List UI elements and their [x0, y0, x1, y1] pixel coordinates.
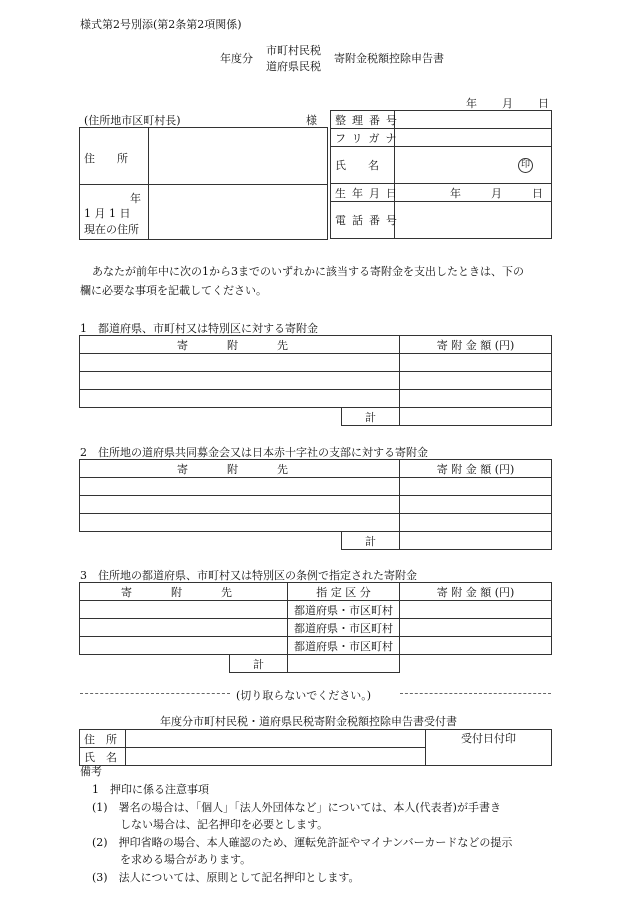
receipt-name-label: 氏 名: [80, 748, 126, 766]
date-month: 月: [502, 97, 513, 110]
section2-dest-cell[interactable]: [80, 496, 400, 514]
section2-total-cell[interactable]: [400, 532, 552, 550]
mayor-label: (住所地市区町村長): [84, 114, 181, 127]
date-day: 日: [538, 97, 549, 110]
section3-col-class: 指 定 区 分: [288, 583, 400, 601]
section2-dest-cell[interactable]: [80, 514, 400, 532]
section3-col-dest: 寄 附 先: [80, 583, 288, 601]
section2-amount-cell[interactable]: [400, 478, 552, 496]
birth-year-label: 年: [450, 186, 461, 200]
section3-class-cell[interactable]: 都道府県・市区町村: [288, 601, 400, 619]
section3-amount-cell[interactable]: [400, 619, 552, 637]
receipt-stamp-label: 受付日付印: [426, 730, 552, 766]
birth-label: 生年月日: [331, 184, 395, 202]
section2-col-amount: 寄 附 金 額 (円): [400, 460, 552, 478]
seal-icon: 印: [518, 158, 533, 173]
phone-label: 電話番号: [331, 202, 395, 239]
receipt-name-field[interactable]: [126, 748, 426, 766]
section1-title: 1 都道府県、市町村又は特別区に対する寄附金: [80, 322, 318, 335]
section3-amount-cell[interactable]: [400, 601, 552, 619]
birth-field[interactable]: [395, 184, 552, 202]
phone-field[interactable]: [395, 202, 552, 239]
section1-amount-cell[interactable]: [400, 354, 552, 372]
section2-amount-cell[interactable]: [400, 496, 552, 514]
section1-amount-cell[interactable]: [400, 390, 552, 408]
section2-col-dest: 寄 附 先: [80, 460, 400, 478]
notes-n1-line2: しない場合は、記名押印を必要とします。: [120, 818, 329, 831]
section3-dest-cell[interactable]: [80, 619, 288, 637]
cut-line-text: (切り取らないでください。): [236, 689, 372, 702]
birth-day-label: 日: [532, 186, 543, 200]
address-field[interactable]: [150, 129, 326, 183]
receipt-title: 年度分市町村民税・道府県民税寄附金税額控除申告書受付書: [160, 715, 457, 728]
section2-dest-cell[interactable]: [80, 478, 400, 496]
sama-label: 様: [306, 114, 317, 127]
form-reference: 様式第2号別添(第2条第2項関係): [80, 18, 242, 31]
jan1-year-label: 年: [130, 192, 141, 205]
jan1-address-field[interactable]: [150, 186, 326, 238]
section3-amount-cell[interactable]: [400, 637, 552, 655]
jan1-date-label: 1 月 1 日: [84, 207, 131, 220]
section3-total-cell[interactable]: [288, 655, 400, 673]
section3-total-label: 計: [230, 655, 288, 673]
section2-title: 2 住所地の道府県共同募金会又は日本赤十字社の支部に対する寄附金: [80, 446, 428, 459]
section1-total-label: 計: [342, 408, 400, 426]
notes-n3-line1: (3) 法人については、原則として記名押印とします。: [92, 871, 360, 884]
notes-heading: 備考: [80, 765, 102, 778]
section3-table: [79, 582, 552, 673]
section1-dest-cell[interactable]: [80, 372, 400, 390]
section1-total-cell[interactable]: [400, 408, 552, 426]
section3-title: 3 住所地の都道府県、市町村又は特別区の条例で指定された寄附金: [80, 569, 417, 582]
intro-line1: あなたが前年中に次の1から3までのいずれかに該当する寄附金を支出したときは、下の: [92, 265, 524, 278]
birth-month-label: 月: [491, 186, 502, 200]
date-year: 年: [466, 97, 477, 110]
notes-n1-line1: (1) 署名の場合は、「個人」「法人外団体など」については、本人(代表者)が手書き: [92, 801, 501, 814]
address-label: 住 所: [84, 152, 128, 165]
notes-n2-line2: を求める場合があります。: [120, 853, 252, 866]
notes-item1: 1 押印に係る注意事項: [92, 783, 209, 796]
title-tax-prefectural: 道府県民税: [266, 60, 321, 73]
section2-table: [79, 459, 552, 550]
title-tax-municipal: 市町村民税: [266, 44, 321, 57]
section2-amount-cell[interactable]: [400, 514, 552, 532]
furigana-field[interactable]: [395, 129, 552, 147]
jan1-address-label: 現在の住所: [84, 223, 139, 236]
name-label: 氏 名: [331, 147, 395, 184]
section3-class-cell[interactable]: 都道府県・市区町村: [288, 619, 400, 637]
section1-table: [79, 335, 552, 426]
notes-n2-line1: (2) 押印省略の場合、本人確認のため、運転免許証やマイナンバーカードなどの提示: [92, 836, 513, 849]
section1-col-dest: 寄 附 先: [80, 336, 400, 354]
form-title: 寄附金税額控除申告書: [334, 52, 444, 65]
cut-line-left: [80, 693, 230, 694]
section1-dest-cell[interactable]: [80, 390, 400, 408]
section1-col-amount: 寄 附 金 額 (円): [400, 336, 552, 354]
name-field[interactable]: [395, 147, 552, 184]
receipt-table: [79, 729, 552, 766]
receipt-address-label: 住 所: [80, 730, 126, 748]
section3-col-amount: 寄 附 金 額 (円): [400, 583, 552, 601]
section3-dest-cell[interactable]: [80, 637, 288, 655]
title-nendo: 年度分: [220, 52, 253, 65]
section1-dest-cell[interactable]: [80, 354, 400, 372]
section3-dest-cell[interactable]: [80, 601, 288, 619]
cut-line-right: [400, 693, 551, 694]
receipt-address-field[interactable]: [126, 730, 426, 748]
personal-info-table: [330, 110, 552, 239]
section2-total-label: 計: [342, 532, 400, 550]
intro-line2: 欄に必要な事項を記載してください。: [80, 284, 267, 297]
seiri-label: 整理番号: [331, 111, 395, 129]
seiri-field[interactable]: [395, 111, 552, 129]
section1-amount-cell[interactable]: [400, 372, 552, 390]
section3-class-cell[interactable]: 都道府県・市区町村: [288, 637, 400, 655]
furigana-label: フリガナ: [331, 129, 395, 147]
